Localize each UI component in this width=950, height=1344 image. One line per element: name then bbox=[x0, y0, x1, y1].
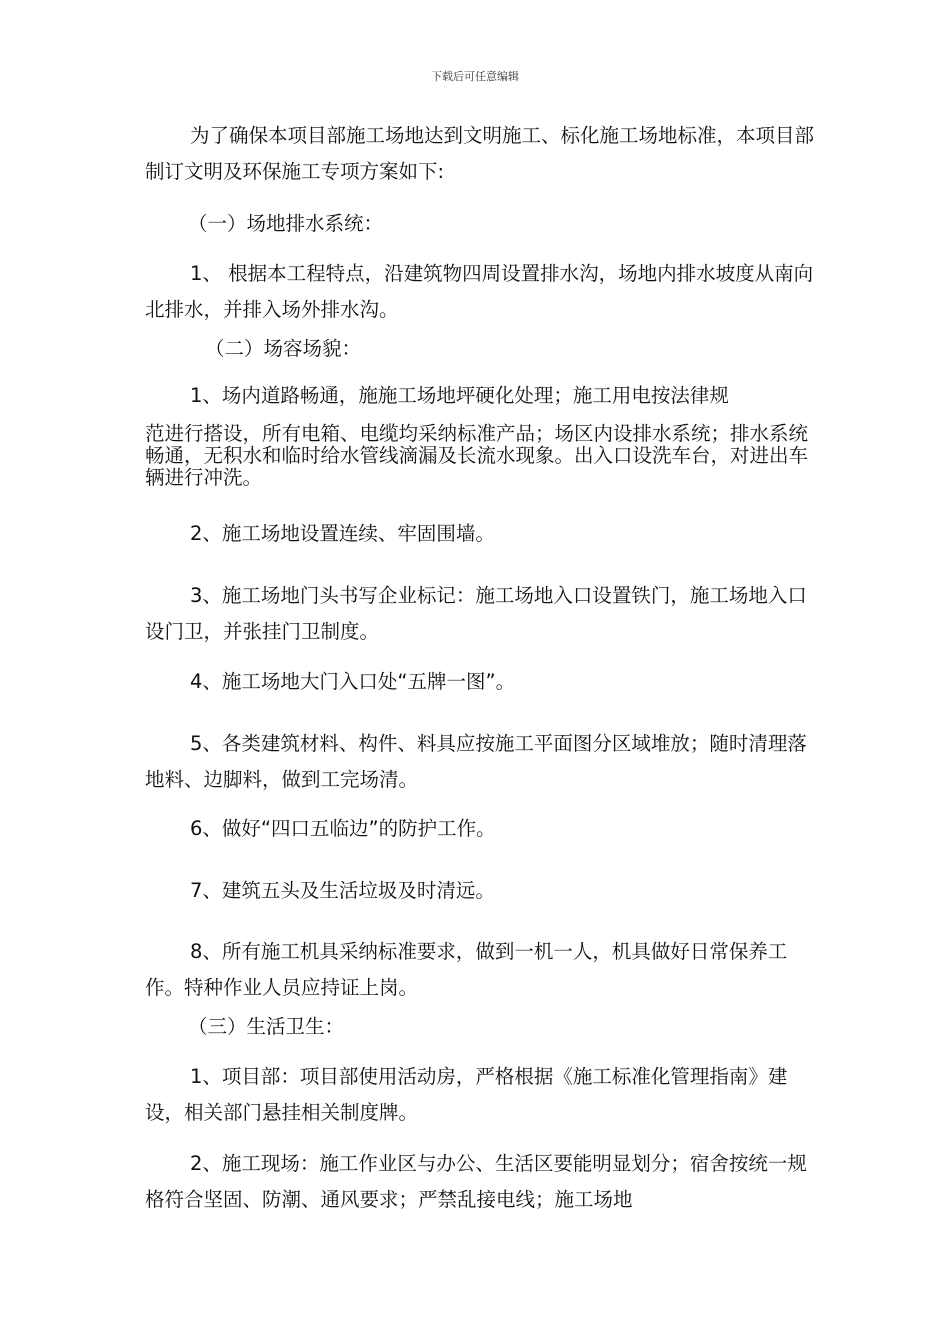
section-1-item-1: 1、 根据本工程特点，沿建筑物四周设置排水沟，场地内排水坡度从南向北排水，并排入场外排水沟。 bbox=[145, 262, 814, 321]
intro-paragraph: 为了确保本项目部施工场地达到文明施工、标化施工场地标准，本项目部制订文明及环保施工专项方案如下: bbox=[145, 124, 815, 183]
section-3-item-2: 2、施工现场：施工作业区与办公、生活区要能明显划分；宿舍按统一规格符合坚固、防潮、通风要求；严禁乱接电线；施工场地 bbox=[145, 1152, 807, 1211]
section-2-heading: （二）场容场貌： bbox=[205, 337, 362, 360]
section-3-heading: （三）生活卫生： bbox=[188, 1015, 345, 1038]
section-2-item-2: 2、施工场地设置连续、牢固围墙。 bbox=[190, 522, 495, 545]
section-2-item-7: 7、建筑五头及生活垃圾及时清远。 bbox=[190, 879, 495, 902]
section-2-item-3: 3、施工场地门头书写企业标记：施工场地入口设置铁门，施工场地入口设门卫，并张挂门卫制度。 bbox=[145, 584, 807, 643]
section-2-item-1-rest: 范进行搭设，所有电箱、电缆均采纳标准产品；场区内设排水系统；排水系统畅通，无积水和临时给水管线滴漏及长流水现象。出入口设洗车台，对进出车辆进行冲洗。 bbox=[145, 422, 809, 489]
section-1-heading: （一）场地排水系统： bbox=[188, 212, 384, 235]
section-2-item-6: 6、做好“四口五临边”的防护工作。 bbox=[190, 817, 496, 840]
page-header-note: 下载后可任意编辑 bbox=[431, 70, 519, 83]
section-2-item-5: 5、各类建筑材料、构件、料具应按施工平面图分区域堆放；随时清理落地料、边脚料，做到工完场清。 bbox=[145, 732, 807, 791]
section-2-item-4: 4、施工场地大门入口处“五牌一图”。 bbox=[190, 670, 516, 693]
section-2-item-8: 8、所有施工机具采纳标准要求，做到一机一人，机具做好日常保养工作。特种作业人员应持证上岗。 bbox=[145, 940, 788, 999]
section-2-item-1-line-1: 1、场内道路畅通，施施工场地坪硬化处理；施工用电按法律规 bbox=[190, 384, 729, 407]
section-3-item-1: 1、项目部：项目部使用活动房，严格根据《施工标准化管理指南》建设，相关部门悬挂相关制度牌。 bbox=[145, 1065, 788, 1124]
